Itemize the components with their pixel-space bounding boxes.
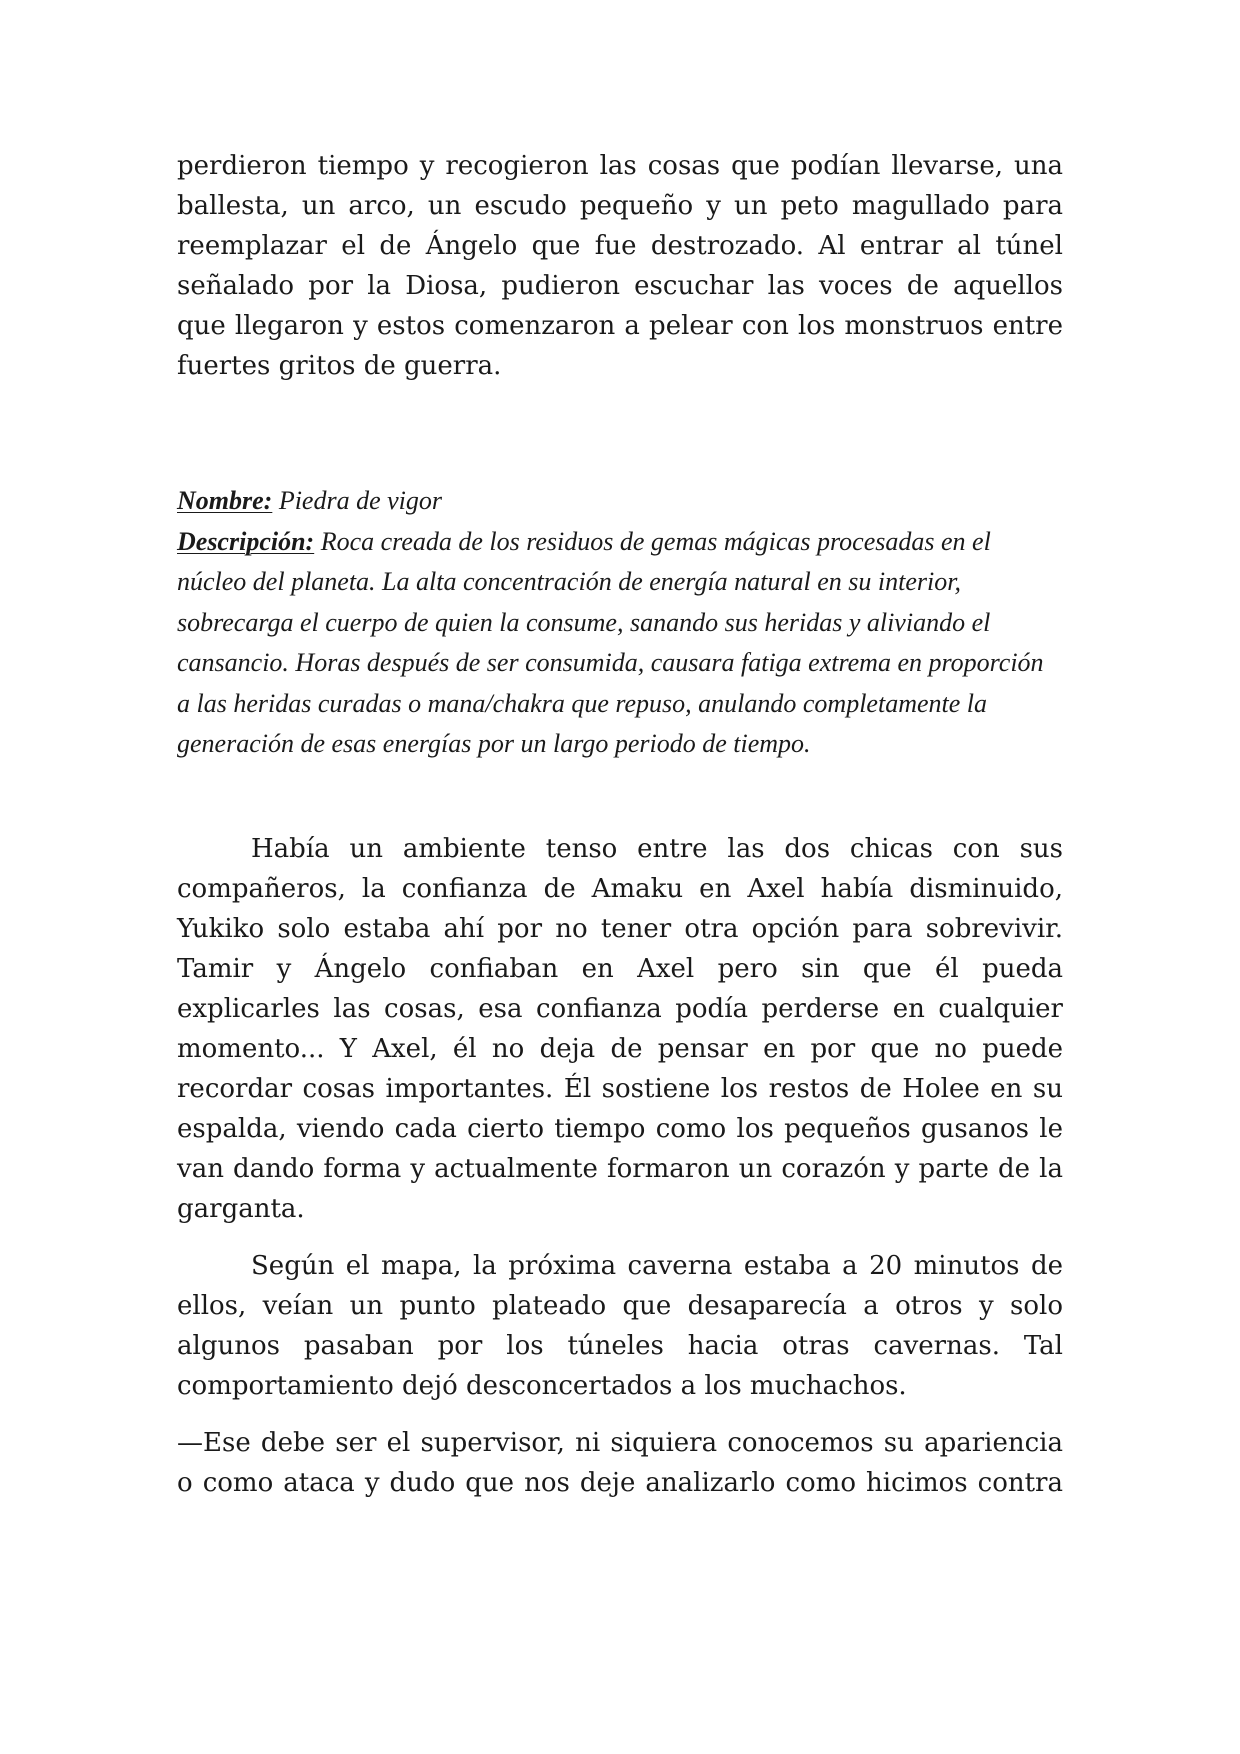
- item-name-line: [177, 481, 1063, 522]
- item-description-block: [177, 481, 1063, 765]
- item-description-value: Roca creada de los residuos de gemas mágicas procesadas en el núcleo del planeta. La alta concentración de energía natural en su interior, sobrecarga el cuerpo de quien la consume, sanando sus heridas y aliviando el cansancio. Horas después de ser consumida, causara fatiga extrema en proporción a las heridas curadas o mana/chakra que repuso, anulando completamente la generación de esas energías por un largo periodo de tiempo.: [177, 526, 1044, 758]
- item-description-label: Descripción:: [177, 526, 315, 556]
- document-page: [177, 146, 1063, 1503]
- paragraph-map-cavern: Según el mapa, la próxima caverna estaba a 20 minutos de ellos, veían un punto plateado que desaparecía a otros y solo algunos pasaban por los túneles hacia otras cavernas. Tal comportamiento dejó desconcertados a los muchachos.: [177, 1250, 1063, 1401]
- item-name-label: Nombre:: [177, 486, 273, 515]
- item-name-value: Piedra de vigor: [272, 486, 443, 515]
- paragraph-dialogue-supervisor: —Ese debe ser el supervisor, ni siquiera conocemos su apariencia o como ataca y dudo que nos deje analizarlo como hicimos contra: [177, 1427, 1063, 1498]
- paragraph-escape-tunnel: perdieron tiempo y recogieron las cosas que podían llevarse, una ballesta, un arco, un escudo pequeño y un peto magullado para reemplazar el de Ángelo que fue destrozado. Al entrar al túnel señalado por la Diosa, pudieron escuchar las voces de aquellos que llegaron y estos comenzaron a pelear con los monstruos entre fuertes gritos de guerra.: [177, 151, 1063, 381]
- paragraph-tense-atmosphere: Había un ambiente tenso entre las dos chicas con sus compañeros, la confianza de Amaku en Axel había disminuido, Yukiko solo estaba ahí por no tener otra opción para sobrevivir. Tamir y Ángelo confiaban en Axel pero sin que él pueda explicarles las cosas, esa confianza podía perderse en cualquier momento... Y Axel, él no deja de pensar en por que no puede recordar cosas importantes. Él sostiene los restos de Holee en su espalda, viendo cada cierto tiempo como los pequeños gusanos le van dando forma y actualmente formaron un corazón y parte de la garganta.: [177, 833, 1063, 1224]
- item-description-line: [177, 522, 1063, 765]
